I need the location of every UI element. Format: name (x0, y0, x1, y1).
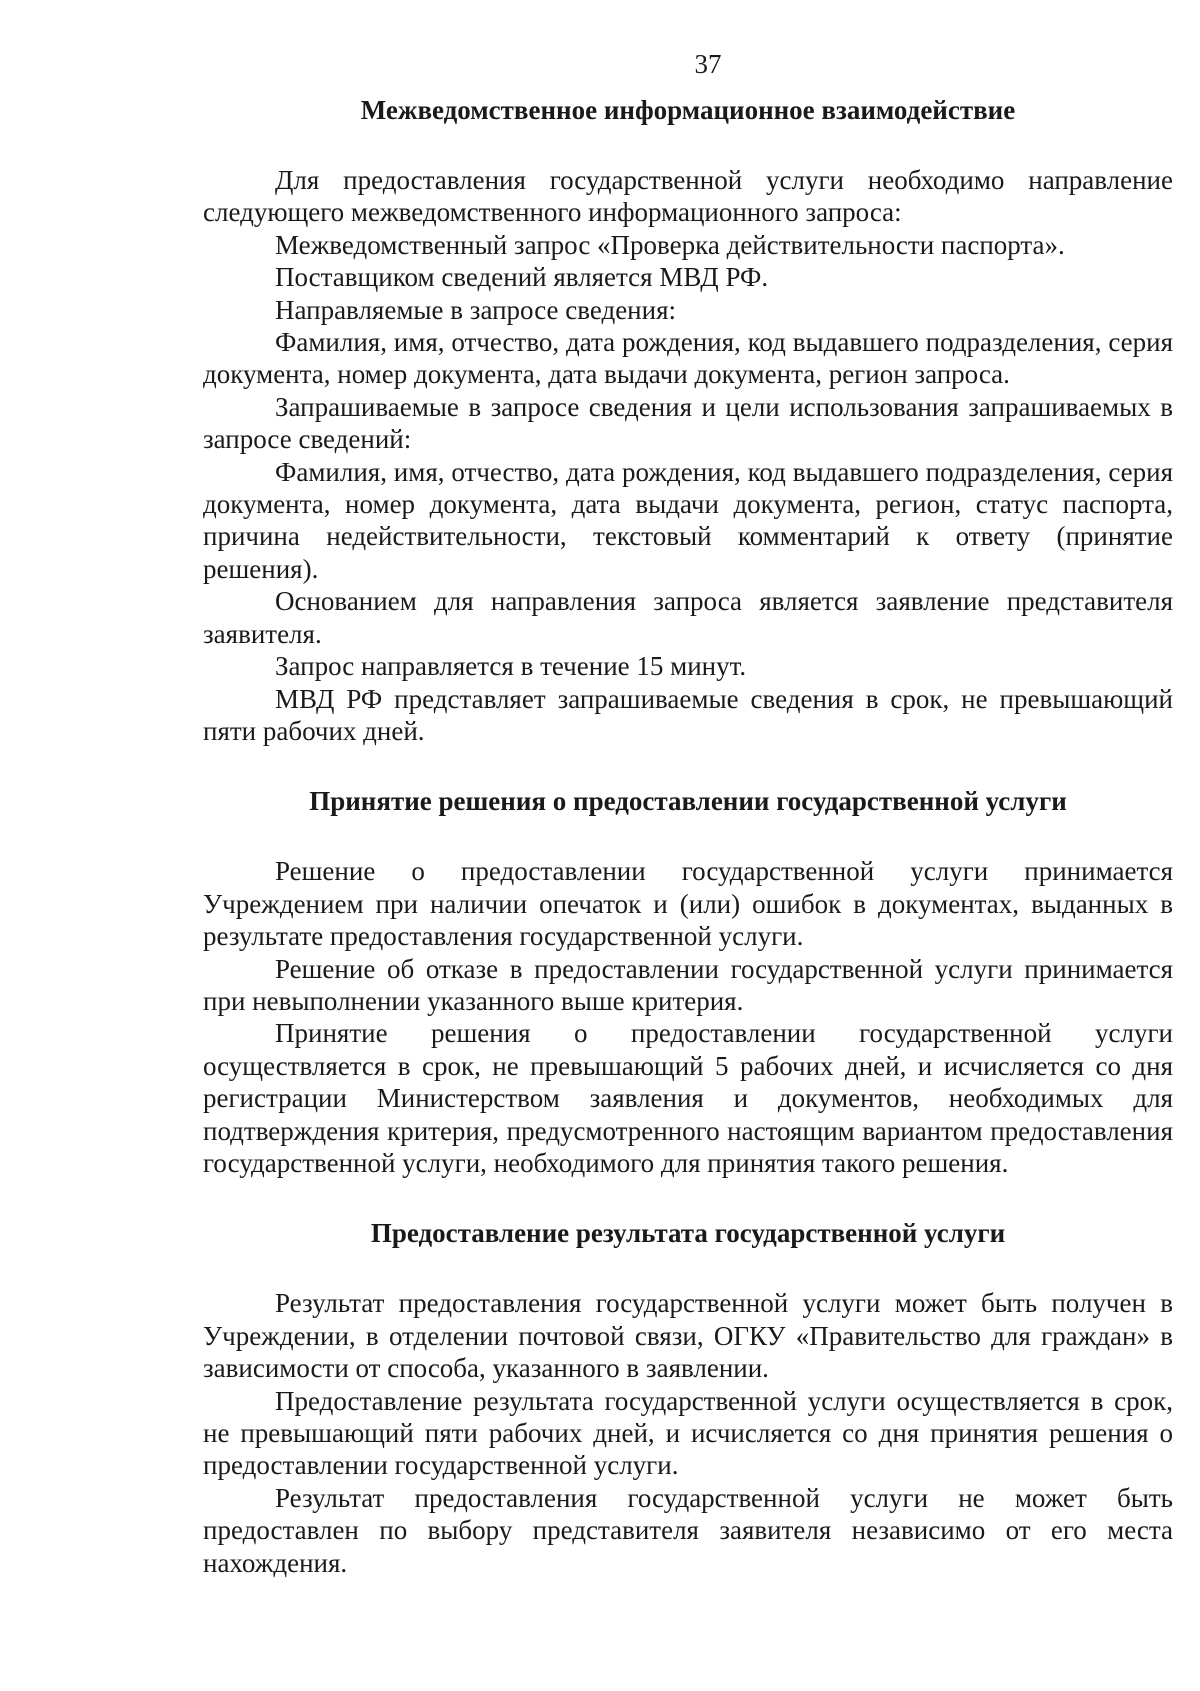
paragraph: МВД РФ представляет запрашиваемые сведения в срок, не превышающий пяти рабочих дней. (203, 683, 1173, 746)
paragraph: Основанием для направления запроса является заявление представителя заявителя. (203, 586, 1173, 649)
page-number: 37 (694, 49, 722, 79)
paragraph: Решение об отказе в предоставлении государственной услуги принимается при невыполнении указанного выше критерия. (203, 953, 1173, 1016)
paragraph: Результат предоставления государственной услуги не может быть предоставлен по выбору представителя заявителя независимо от его места нахождения. (203, 1482, 1173, 1578)
section-heading-result: Предоставление результата государственной услуги (370, 1218, 1006, 1249)
paragraph: Запрос направляется в течение 15 минут. (275, 651, 747, 682)
paragraph: Решение о предоставлении государственной услуги принимается Учреждением при наличии опечаток и (или) ошибок в документах, выданных в результате предоставления государственной услуги. (203, 856, 1173, 952)
paragraph: Предоставление результата государственной услуги осуществляется в срок, не превышающий пяти рабочих дней, и исчисляется со дня принятия решения о предоставлении государственной услуги. (203, 1385, 1173, 1481)
paragraph: Фамилия, имя, отчество, дата рождения, код выдавшего подразделения, серия документа, номер документа, дата выдачи документа, регион запроса. (203, 327, 1173, 390)
section-heading-decision: Принятие решения о предоставлении государственной услуги (309, 786, 1067, 817)
paragraph: Для предоставления государственной услуги необходимо направление следующего межведомственного информационного запроса: (203, 165, 1173, 228)
paragraph: Межведомственный запрос «Проверка действительности паспорта». (275, 229, 1065, 260)
section-heading-interagency: Межведомственное информационное взаимодействие (360, 95, 1016, 125)
document-page (203, 48, 1173, 1579)
paragraph: Принятие решения о предоставлении государственной услуги осуществляется в срок, не превышающий 5 рабочих дней, и исчисляется со дня регистрации Министерством заявления и документов, необходимых для подтверждения критерия, предусмотренного настоящим вариантом предоставления государственной услуги, необходимого для принятия такого решения. (203, 1018, 1173, 1178)
paragraph: Поставщиком сведений является МВД РФ. (275, 262, 769, 293)
paragraph: Результат предоставления государственной услуги может быть получен в Учреждении, в отделении почтовой связи, ОГКУ «Правительство для граждан» в зависимости от способа, указанного в заявлении. (203, 1288, 1173, 1384)
paragraph: Направляемые в запросе сведения: (275, 294, 676, 325)
paragraph: Фамилия, имя, отчество, дата рождения, код выдавшего подразделения, серия документа, номер документа, дата выдачи документа, регион, статус паспорта, причина недействительности, текстовый комментарий к ответу (принятие решения). (203, 456, 1173, 584)
paragraph: Запрашиваемые в запросе сведения и цели использования запрашиваемых в запросе сведений: (203, 391, 1173, 455)
